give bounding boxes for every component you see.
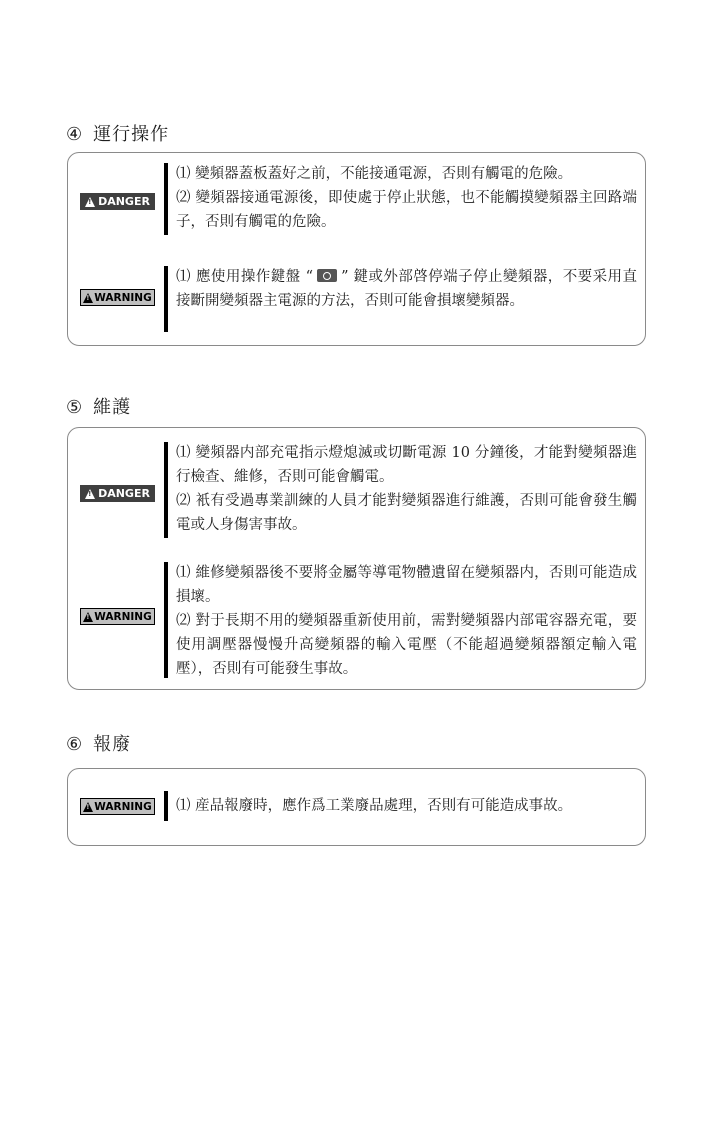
warning-badge (80, 289, 155, 306)
section-title-operation (66, 120, 169, 146)
warning-text (176, 794, 637, 818)
danger-badge (80, 485, 155, 502)
warning-badge-label: WARNING (94, 610, 152, 623)
danger-text (176, 162, 637, 234)
notice-box-operation (67, 152, 646, 346)
danger-item: ⑵ 衹有受過專業訓練的人員才能對變頻器進行維護，否則可能會發生觸電或人身傷害事故。 (176, 493, 637, 533)
warning-badge-label: WARNING (94, 800, 152, 813)
warning-text (176, 265, 637, 313)
notice-box-disposal (67, 768, 646, 846)
warning-triangle-icon (83, 612, 93, 622)
section-title-disposal (66, 730, 131, 756)
section-number: ④ (66, 124, 84, 145)
section-heading: 運行操作 (93, 124, 170, 145)
warning-badge (80, 798, 155, 815)
danger-item: ⑵ 變頻器接通電源後，即使處于停止狀態，也不能觸摸變頻器主回路端子，否則有觸電的危險。 (176, 190, 637, 230)
section-heading: 報廢 (93, 734, 132, 755)
danger-badge-label: DANGER (98, 195, 150, 208)
warning-item: ⑴ 産品報廢時，應作爲工業廢品處理，否則有可能造成事故。 (176, 798, 573, 814)
danger-badge-label: DANGER (98, 487, 150, 500)
warning-item-after-key: ” 鍵或外部啓停端子停止變頻器，不要采用直接斷開變頻器主電源的方法，否則可能會損壞變頻器。 (176, 269, 637, 309)
danger-bar (164, 163, 168, 235)
danger-badge (80, 193, 155, 210)
section-title-maintenance (66, 393, 131, 419)
notice-box-maintenance (67, 427, 646, 690)
warning-badge-label: WARNING (94, 291, 152, 304)
warning-bar (164, 791, 168, 821)
section-number: ⑥ (66, 734, 84, 755)
warning-bar (164, 562, 168, 678)
danger-bar (164, 442, 168, 538)
warning-item: ⑴ 維修變頻器後不要將金屬等導電物體遺留在變頻器内，否則可能造成損壞。 (176, 565, 637, 605)
warning-badge (80, 608, 155, 625)
danger-item: ⑴ 變頻器内部充電指示燈熄滅或切斷電源 10 分鐘後，才能對變頻器進行檢查、維修，否則可能會觸電。 (176, 445, 637, 485)
warning-text (176, 561, 637, 681)
danger-text (176, 441, 637, 537)
danger-item: ⑴ 變頻器蓋板蓋好之前，不能接通電源，否則有觸電的危險。 (176, 166, 573, 182)
warning-item-before-key: ⑴ 應使用操作鍵盤 “ (176, 269, 314, 285)
section-heading: 維護 (93, 397, 132, 418)
section-number: ⑤ (66, 397, 84, 418)
stop-key-icon (317, 269, 337, 282)
warning-bar (164, 266, 168, 332)
warning-triangle-icon (85, 197, 95, 207)
warning-triangle-icon (83, 802, 93, 812)
warning-item: ⑵ 對于長期不用的變頻器重新使用前，需對變頻器内部電容器充電，要使用調壓器慢慢升高變頻器的輸入電壓（不能超過變頻器額定輸入電壓），否則有可能發生事故。 (176, 613, 637, 677)
warning-triangle-icon (85, 489, 95, 499)
warning-triangle-icon (83, 293, 93, 303)
